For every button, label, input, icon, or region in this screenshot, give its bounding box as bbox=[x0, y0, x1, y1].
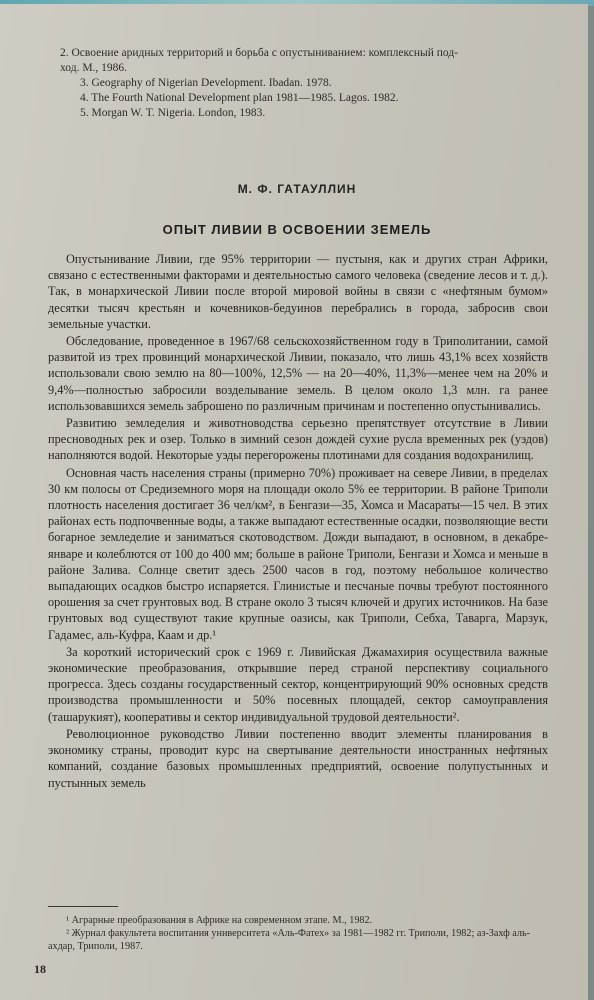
reference-item: 4. The Fourth National Development plan 1981—1985. Lagos. 1982. bbox=[80, 92, 399, 104]
paragraph: Развитию земледелия и животноводства серьезно препятствует отсутствие в Ливии пресноводных рек и озер. Только в зимний сезон дождей сухие русла временных рек (уэдов) наполняются водой. Некоторые уэды перегорожены плотинами для создания водохранилищ. bbox=[48, 416, 548, 463]
footnotes bbox=[48, 914, 548, 953]
article-body bbox=[48, 251, 548, 792]
reference-item: 2. Освоение аридных территорий и борьба с опустыниванием: комплексный под- bbox=[60, 47, 459, 59]
reference-list bbox=[60, 46, 580, 121]
paragraph: За короткий исторический срок с 1969 г. Ливийская Джамахирия осуществила важные экономические преобразования, открывшие перед страной перспективу социального прогресса. Здесь созданы государственный сектор, концентрирующий 90% основных средств производства промышленности и 50% посевных площадей, сектор самоуправления (ташарукият), кооперативы и сектор индивидуальной трудовой деятельности². bbox=[48, 644, 548, 724]
book-page bbox=[0, 4, 588, 1000]
footnote-divider bbox=[48, 906, 118, 907]
paragraph: Революционное руководство Ливии постепенно вводит элементы планирования в экономику страны, проводит курс на свертывание деятельности иностранных нефтяных компаний, создание базовых промышленных предприятий, освоение полупустынных и пустынных земель bbox=[48, 726, 548, 790]
reference-item: 3. Geography of Nigerian Development. Ibadan. 1978. bbox=[80, 77, 332, 89]
reference-item: 5. Morgan W. T. Nigeria. London, 1983. bbox=[80, 107, 266, 119]
article-author: М. Ф. ГАТАУЛЛИН bbox=[237, 182, 357, 196]
footnote: ² Журнал факультета воспитания университета «Аль-Фатех» за 1981—1982 гг. Триполи, 1982; аз-Захф аль-ахдар, Триполи, 1987. bbox=[48, 928, 531, 952]
footnote: ¹ Аграрные преобразования в Африке на современном этапе. М., 1982. bbox=[66, 915, 373, 926]
article-title: ОПЫТ ЛИВИИ В ОСВОЕНИИ ЗЕМЕЛЬ bbox=[162, 222, 432, 237]
paragraph: Обследование, проведенное в 1967/68 сельскохозяйственном году в Триполитании, самой развитой из трех провинций монархической Ливии, показало, что лишь 43,1% всех хозяйств использовали свою землю на 80—100%, 12,5% — на 20—40%, 11,3%—менее чем на 20% и 9,4%—полностью забросили возделывание земель. В целом около 1,3 млн. га ранее использовавшихся земель заброшено по различным причинам и постепенно опустынивались. bbox=[48, 334, 548, 413]
paragraph: Опустынивание Ливии, где 95% территории — пустыня, как и других стран Африки, связано с естественными факторами и деятельностью самого человека (сведение лесов и т. д.). Так, в монархической Ливии после второй мировой войны в связи с «нефтяным бумом» десятки тысяч крестьян и кочевников-бедуинов перебрались в города, забросив свои земельные участки. bbox=[48, 252, 548, 331]
page-number: 18 bbox=[34, 962, 46, 976]
paragraph: Основная часть населения страны (примерно 70%) проживает на севере Ливии, в пределах 30 км полосы от Средиземного моря на площади около 5% ее территории. В районе Триполи плотность населения достигает 36 чел/км², в Бенгази—35, Хомса и Масараты—15 чел. В этих районах есть подпочвенные воды, а также выпадают естественные осадки, позволяющие вести богарное земледелие и заниматься скотоводством. Дожди выпадают, в основном, в декабре-январе и колеблются от 100 до 400 мм; больше в районе Триполи, Бенгази и Хомса и меньше в районе Залива. Солнце светит здесь 2500 часов в год, поэтому небольшое количество выпадающих осадков быстро испаряется. Глинистые и песчаные почвы требуют постоянного орошения за счет грунтовых вод. В стране около 3 тысяч ключей и других источников. На базе грунтовых вод существуют такие крупные оазисы, как Триполи, Себха, Таварга, Марзук, Гадамес, аль-Куфра, Каам и др.¹ bbox=[48, 465, 548, 642]
reference-item-continuation: ход. М., 1986. bbox=[60, 62, 128, 74]
